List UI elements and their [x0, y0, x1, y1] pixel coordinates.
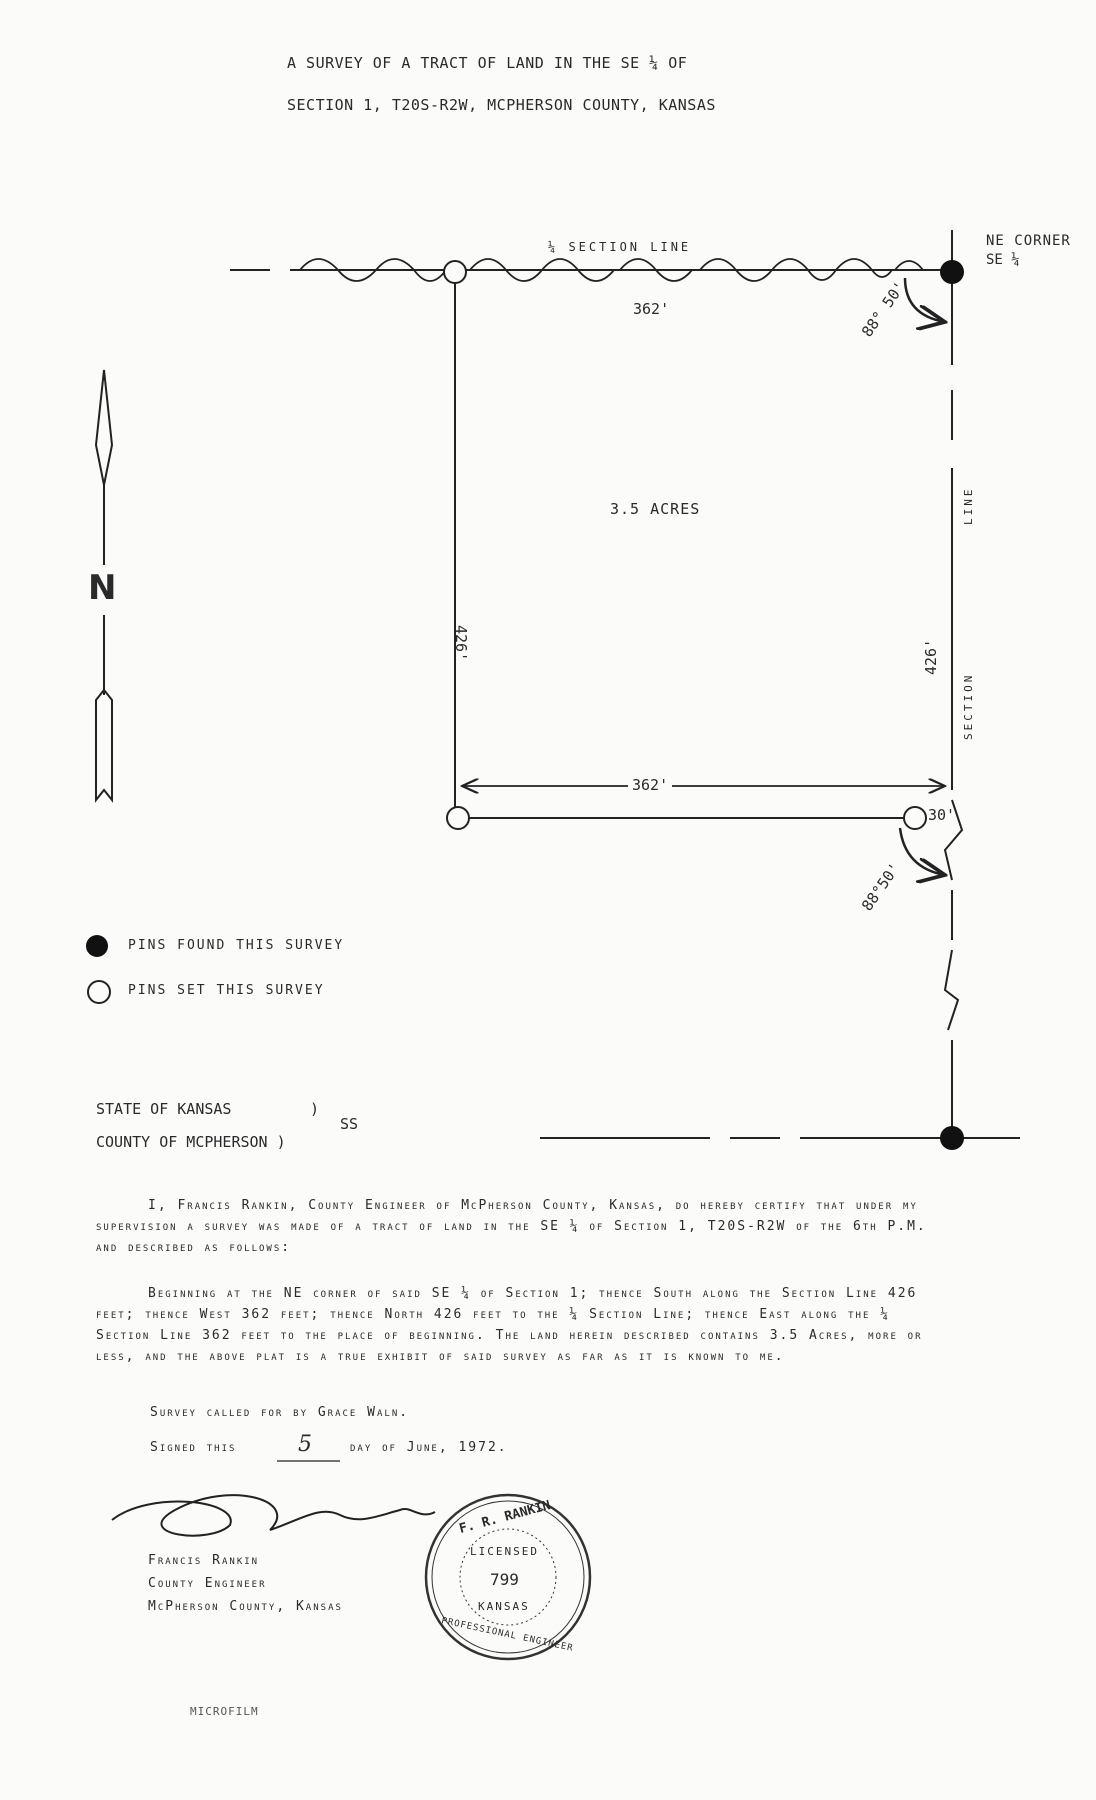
pin-found-se-corner [940, 1126, 964, 1150]
break-symbol-2 [945, 950, 958, 1030]
certificate-paragraph-2: Beginning at the NE corner of said SE ¼ of Section 1; thence South along the Section Line 426 feet; thence West 362 feet; thence North 426 feet to the ¼ Section Line; thence East along the ¼ Section Line 362 feet to the place of beginning. The land herein described contains 3.5 Acres, more or less, and the above plat is a true exhibit of said survey as far as it is known to me. [96, 1286, 923, 1364]
venue-bracket: ) [310, 1100, 320, 1118]
microfilm-stamp: MICROFILM [190, 1705, 259, 1718]
seal-state-text: KANSAS [478, 1600, 530, 1613]
survey-called-for: Survey called for by Grace Waln. [150, 1405, 410, 1420]
legend-set-symbol [88, 981, 110, 1003]
area-label: 3.5 ACRES [610, 500, 701, 518]
signed-suffix: day of June, 1972. [350, 1440, 508, 1455]
ne-corner-label: NE CORNER [986, 233, 1071, 249]
south-distance-label: 362' [628, 776, 672, 794]
angle-top-label: 88° 50' [858, 278, 910, 341]
pin-found-ne [940, 260, 964, 284]
signer-name: Francis Rankin [148, 1553, 260, 1568]
north-letter: N [88, 568, 117, 608]
seal-number: 799 [490, 1570, 519, 1589]
certificate-paragraph-1: I, Francis Rankin, County Engineer of McPherson County, Kansas, do hereby certify that under my supervision a survey was made of a tract of land in the SE ¼ of Section 1, T20S-R2W of the 6th P.M. and described as follows: [96, 1198, 927, 1255]
east-distance-label: 426' [922, 638, 940, 675]
venue-state: STATE OF KANSAS [96, 1100, 232, 1118]
legend-found-label: PINS FOUND THIS SURVEY [128, 938, 345, 953]
seal-licensed-text: LICENSED [470, 1545, 539, 1558]
angle-arc-bottom [900, 828, 945, 875]
pin-set-se [904, 807, 926, 829]
east-line-word-line: LINE [962, 486, 975, 525]
signer-role: County Engineer [148, 1576, 267, 1591]
survey-title-line-1: A SURVEY OF A TRACT OF LAND IN THE SE ¼ OF [287, 54, 688, 72]
angle-arc-top [905, 278, 945, 322]
seal-top-text: F. R. RANKIN [457, 1498, 553, 1537]
legend-set-label: PINS SET THIS SURVEY [128, 983, 325, 998]
offset-label: 30' [928, 806, 956, 824]
legend-found-symbol [86, 935, 108, 957]
seal-bottom-text: PROFESSIONAL ENGINEER [440, 1616, 575, 1654]
signature-scribble [112, 1495, 435, 1535]
signed-day: 5 [298, 1432, 312, 1457]
signed-prefix: Signed this [150, 1440, 237, 1455]
top-distance-label: 362' [633, 300, 670, 318]
angle-bottom-label: 88°50' [858, 859, 904, 915]
east-line-word-section: SECTION [962, 672, 975, 740]
venue-county: COUNTY OF MCPHERSON ) [96, 1133, 286, 1151]
quarter-section-line-label: ¼ SECTION LINE [548, 240, 692, 254]
survey-title-line-2: SECTION 1, T20S-R2W, MCPHERSON COUNTY, KANSAS [287, 96, 716, 114]
signer-county: McPherson County, Kansas [148, 1599, 343, 1614]
se-quarter-label: SE ¼ [986, 252, 1020, 268]
west-distance-label: 426' [452, 625, 470, 662]
pin-set-nw [444, 261, 466, 283]
pin-set-sw [447, 807, 469, 829]
venue-ss: SS [340, 1115, 359, 1133]
